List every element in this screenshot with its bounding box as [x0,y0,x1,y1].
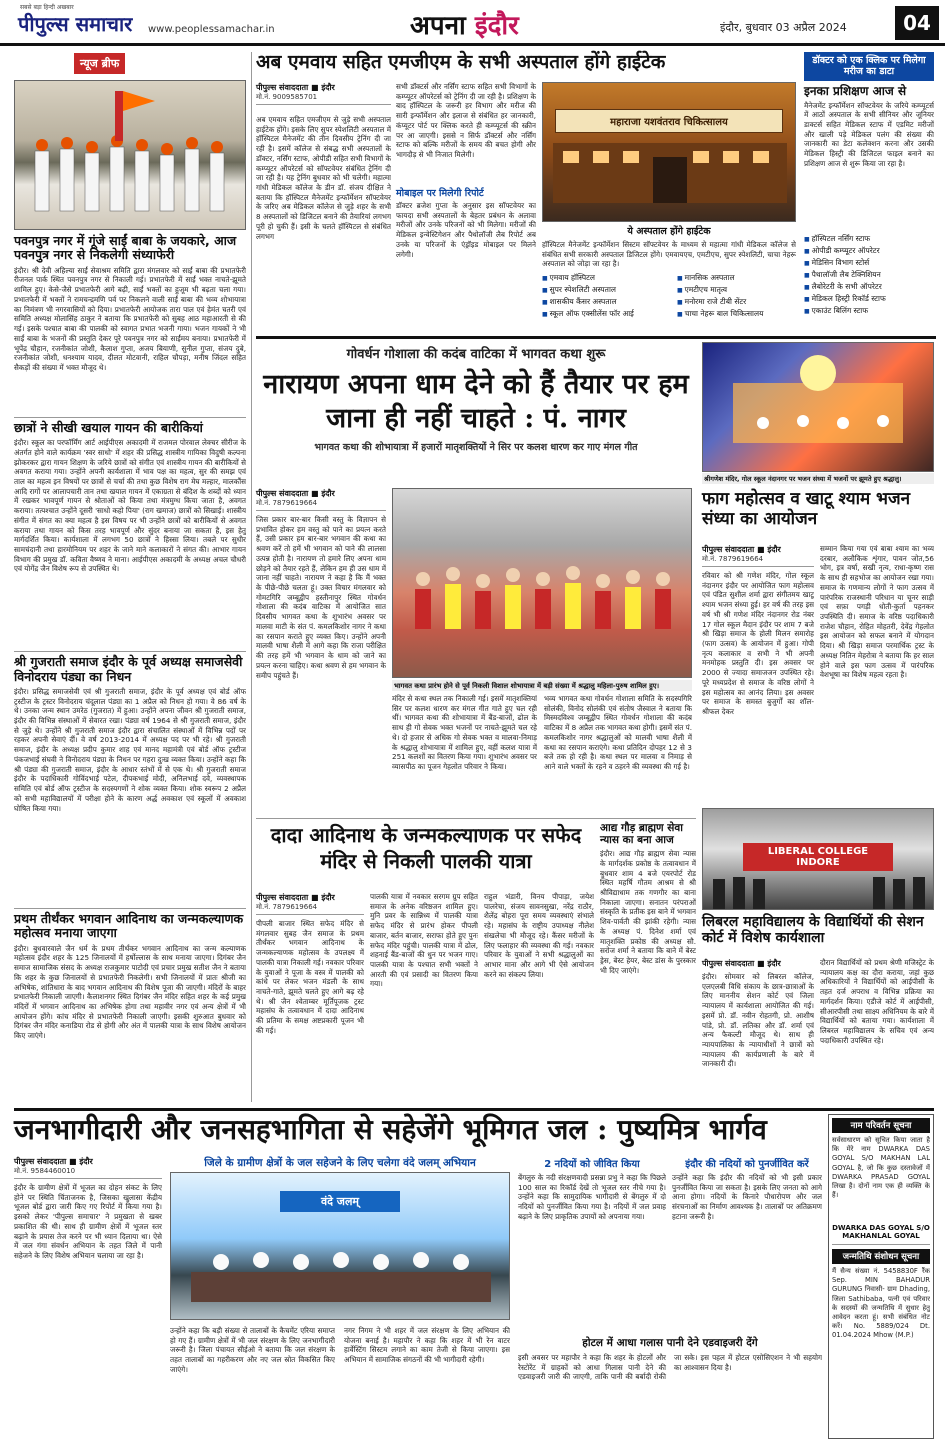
phag-byline: पीपुल्स संवाददाता ■ इंदौर [702,545,781,554]
section-divider [14,1108,934,1111]
hospital-below-text: हॉस्पिटल मैनेजमेंट इन्फॉर्मेशन सिस्टम सॉफ्टवेयर के माध्यम से महात्मा गांधी मेडिकल कॉलेज से संबंधित सभी सरकारी अस्पताल डिजिटल होंगे। एमवायएच, एमटीएच, सुपर स्पेशलिटी, चाचा नेहरू अस्पताल को जोड़ा जा रहा है। [542,240,796,269]
phag-story [702,490,934,800]
sidebar-list-item: ■ मेडिसिन विभाग स्टोर्स [804,257,934,269]
news-brief-label: न्यूज ब्रीफ [74,53,125,74]
hospital-text-col1 [256,82,391,295]
katha-body-3: मंदिर से कथा स्थल तक निकाली गई। इसमें मातृशक्तियां सिर पर कलश धारण कर मंगल गीत गाते हुए चल रही थीं। भागवत कथा की शोभायात्रा में बैंड-बाजों, ढोल के साथ ही गो सेवक भक्त भजनों पर नाचते-झूमते चल रहे थे। दो हजार से अधिक गो सेवक भक्त व मालवा-निमाड़ के श्रद्धालु शोभायात्रा में शामिल हुए, वहीं कलश यात्रा में 251 कलशों का वितरण किया गया। शुभारंभ अवसर पर व्यासपीठ का पूजन गेहलोत परिवार ने किया। [392,694,537,772]
liberal-college-photo [702,808,934,910]
katha-headline: नारायण अपना धाम देने को हैं तैयार पर हम जाना ही नहीं चाहते : पं. नागर [263,369,689,434]
sidebar-list-item: ■ लैबोरेटरी के सभी ऑपरेटर [804,281,934,293]
adinath-col1 [256,892,364,1087]
shobhayatra-caption: भागवत कथा प्रारंभ होने से पूर्व निकली विशाल शोभायात्रा में बड़ी संख्या में श्रद्धालु महिला-पुरुष शामिल हुए। [392,680,692,691]
brief-headline-gujarati: श्री गुजराती समाज इंदौर के पूर्व अध्यक्ष समाजसेवी विनोदराय पंड्या का निधन [14,654,243,684]
sidebar-list-item: ■ पैथालॉजी लैब टेक्निशियन [804,269,934,281]
hospital-list-item: ■ स्कूल ऑफ एक्सीलेंस फॉर आई [542,308,661,320]
katha-body-1: जिस प्रकार बार-बार किसी वस्तु के विज्ञापन से प्रभावित होकर हम वस्तु को पाने का प्रयत्न करते हैं, उसी प्रकार हम बार-बार भगवान की कथा का श्रवण करें तो हमें भी भगवान को पाने की लालसा उत्पन्न होती है। नारायण तो हमारे लिए अपना धाम छोड़ने को तैयार रहते हैं, लेकिन हम ही उस धाम में जाना नहीं चाहते। नारायण ने कहा है कि मैं भक्त के पीछे-पीछे चलता हूं। उक्त विचार मंगलवार को गोमटगिरि जम्बूद्वीप हस्तीनापुर स्थित गोवर्धन गोशाला की कदंब वाटिका में आयोजित सात दिवसीय भागवत कथा के शुभारंभ अवसर पर मालवा माटी के संत पं. कमलकिशोर नागर ने कथा का रसपान कराते हुए व्यक्त किए। उन्होंने अपनी मालवी भाषा शैली में आगे कहा कि राजा परीक्षित की तरह हमें भी भगवान के धाम को जाने का प्रयत्न करना चाहिए। कथा श्रवण से हम भगवान के समीप पहुंचते हैं। [256,515,386,680]
column-divider [251,52,252,1102]
hospital-mobile: मो.नं. 9009585701 [256,93,391,105]
hospital-list-item: ■ एमटीएच मातृत्व [677,284,796,296]
phag-body-2: सम्मान किया गया एवं बाबा श्याम का भव्य दरबार, अलौकिक शृंगार, पावन जोत,56 भोग, इत्र वर्षा, सखी नृत्य, राधा-कृष्ण रास के साथ ही सहभोज का आयोजन रखा गया। समाज के गणमान्य लोगों ने फाग उत्सव में पारंपरिक राजस्थानी परिधान या चूनर साड़ी एवं सफ़ा पगड़ी धोती-कुर्ता पहनकर उपस्थिति दी। समाज के वरिष्ठ पदाधिकारी राजेश चौहान, रोहित मोहतरी, देवेंद्र गेहलोत इस आयोजन को सफल बनाने में योगदान दिया। श्री खिड़ा समाज परमार्थिक ट्रस्ट के अध्यक्ष नितिन मेहरोत्रा ने बताया कि हर साल होने वाले इस फाग उत्सव में पारंपरिक वेशभूषा का विशेष महत्व रहता है। [820,544,934,680]
hotel-advisory-head: होटल में आधा गलास पानी देने एडवाइजरी देंगे [582,1337,758,1349]
water-col5 [672,1156,822,1321]
procession-illustration [15,81,246,230]
brief-body-saibaba: इंदौर। श्री देवी अहिल्या साईं सेवाश्रम समिति द्वारा मंगलवार को साईं बाबा की प्रभातफेरी रीजनल पार्क स्थित पवनपुत्र नगर से निकाली गई। प्रभातफेरी में साईं भक्त नाचते-झूमते शामिल हुए। केसे-जैसे प्रभातफेरी आगे बढ़ी, साईं भक्तों का हुजूम भी बढ़ता चला गया। प्रभातफेरी में भक्तों ने रामचन्द्रमणि पर्व पर निकलने वाली साईं बाबा की भव्य शोभायात्रा का निमंत्रण भी नगरवासियों को दिया। प्रभातफेरी आयोजक तारा पाल एवं हेमंत चतरी एवं समिति अध्यक्ष मोलासिंह ठाकुर ने बताया कि प्रभातफेरी को सुबह आठ महाआरती से की गई। इसके पश्चात बाबा की पालकी को स्वागत प्रभात भजनी गाया। भजन गायकों ने भी साईं बाबा के भजनों की प्रस्तुति देकर पूरे पवनपुत्र नगर को साईंमय बनाया। प्रभातफेरी में भूपेंद्र चौहान, रजनीकांत जोशी, कैलाश गुप्ता, अजय बियाणी, सुनील गुप्ता, संजय दुबे, रजनीकांत जोशी, धनश्याम यादव, दीलत मोटवानी, राहिल चौपड़ा, मनीष जिंदल सहित सैकड़ों की संख्या में भक्त मौजूद थे। [14,265,246,372]
hospital-sign: महाराजा यशवंतराव चिकित्सालय [555,109,783,133]
saibaba-procession-photo [14,80,246,230]
water-byline: पीपुल्स संवाददाता ■ इंदौर [14,1157,93,1166]
groundwater-story [14,1114,822,1439]
katha-mobile: मो.नं. 7879619664 [256,499,386,511]
adinath-byline: पीपुल्स संवाददाता ■ इंदौर [256,893,335,902]
hospital-building-illustration [543,133,796,213]
liberal-body-2: दौरान विद्यार्थियों को प्रथम श्रेणी मजिस्ट्रेट के न्यायालय कक्ष का दौरा कराया, जहां कुछ अधिकारियों ने विद्यार्थियों को आईपीसी के तहत दर्ज अपराध व विभिन्न प्रक्रिया का मार्गदर्शन किया। एडीजे कोर्ट में आईपीसी, सीआरपीसी तथा साक्ष्य अधिनियम के बारे में विद्यार्थियों को बताया गया। कार्यशाला में लिबरल महाविद्यालय के सचिव एवं अन्य पदाधिकारी उपस्थित रहे। [820,958,934,1045]
section-title [410,6,519,42]
brief-body-gujarati: इंदौर। प्रसिद्ध समाजसेवी एवं श्री गुजराती समाज, इंदौर के पूर्व अध्यक्ष एवं बोर्ड ऑफ ट्रस्टीज के ट्रस्टर विनोदराय चंदूलाल पंड्या का 1 अप्रैल को निधन हो गया। वे 86 वर्ष के थे। उनका जन्म स्थान उमरेठ (गुजरात) में हुआ। उन्होंने अपना जीवन श्री गुजराती समाज, इंदौर की विभिन्न संस्थाओं में सेवारत रखा। पंड्या वर्ष 1964 से श्री गुजराती समाज, इंदौर से जुड़े थे। उन्होंने श्री गुजराती समाज इंदौर द्वारा संचालित संस्थाओं में विभिन्न पदों पर रहकर अपनी सेवाएं दीं। वे वर्ष 2013-2014 में अध्यक्ष पद पर भी रहे। श्री गुजराती समाज, इंदौर के अध्यक्ष प्रदीप कुमार शाह एवं मानद महामंत्री एवं बोर्ड ऑफ ट्रस्टीज पंकजभाई संघवी ने विनोदराय पंड्या के निधन पर गहरा दुःख व्यक्त किया। उन्होंने कहा कि श्री पंड्या की गुजराती समाज, इंदौर के आधार स्तंभों में से एक थे। श्री गुजराती समाज इंदौर के पदाधिकारी गोविंदभाई पटेल, दीपकभाई मोदी, अनिलभाई दवे, व्यवस्थापक समिति एवं बोर्ड ऑफ ट्रस्टीज के सदस्यगणों ने शोक व्यक्त किया। शोक स्वरूप 2 अप्रैल को सभी महाविद्यालयों में परीक्षा होने के कारण अर्द्ध अवकाश एवं स्कूलों में अवकाश घोषित किया गया। [14,686,246,813]
notice-name-change-head: नाम परिवर्तन सूचना [832,1118,930,1133]
brief-headline-khayal: छात्रों ने सीखी खयाल गायन की बारीकियां [14,419,203,435]
water-subhead-rivers: 2 नदियों को जीवित किया [544,1159,640,1170]
divider [14,908,246,909]
adinath-palki-story [256,822,596,1102]
liberal-col1 [702,958,814,1100]
hospital-photo-caption: ये अस्पताल होंगे हाईटेक [627,226,711,237]
hospital-list-item: ■ एमवाय हॉस्पिटल [542,272,661,284]
adinath-body-3: राहुल भंडारी, विनय पीपाड़ा, जयेश पालरेचा, संजय सावनसुखा, नरेंद्र राठौर, शैलेंद्र बोहरा पूरा समय व्यवस्थाएं संभाले रहे। महासंघ के राष्ट्रीय उपाध्यक्ष नीलेश संखलेचा भी मौजूद रहे। कैंसर मरीजों के लिए फलाहार की व्यवस्था की गई। नवकार परिवार के युवाओं ने सभी श्रद्धालुओं का आभार माना और आगे भी ऐसे आयोजन करने का संकल्प लिया। [484,892,594,979]
hospital-list-item: ■ शासकीय कैंसर अस्पताल [542,296,661,308]
liberal-college-story [702,808,934,1104]
adinath-body-1: पीपली बाजार स्थित सफेद मंदिर से मंगलवार सुबह जैन समाज के प्रथम तीर्थंकर भगवान आदिनाथ के जन्मकल्याणक महोत्सव के उपलक्ष्य में पालकी यात्रा निकाली गई। नवकार परिवार के युवाओं ने पूजा के वस्त्र में पालकी को कांधे पर लेकर भजन मंडली के साथ नाचते-गाते, झूमते चलते हुए आगे बढ़ रहे थे। श्री जैन श्वेताम्बर मूर्तिपूजक ट्रस्ट महासंघ के तत्वावधान में दादा आदिनाथ की प्रतिमा के समक्ष अष्टप्रकारी पूजन भी की गई। [256,919,364,1035]
hotel-advisory-body: इसी अवसर पर महापौर ने कहा कि शहर के होटलों और रेस्टोरेंट में ग्राहकों को आधा गिलास पानी देने की एडवाइजरी जारी की जाएगी, ताकि पानी की बर्बादी रोकी जा सके। इस पहल में होटल एसोसिएशन ने भी सहयोग का आश्वासन दिया है। [518,1353,822,1382]
notice-dob-body: मैं सैन्य संख्या नं. 5458830F रैंक Sep. MIN BAHADUR GURUNG निवासी- ग्राम Dhading, जिला Sathibaba, पत्नी एवं परिवार के सदस्यों की जन्मतिथि में सुधार हेतु आवेदन करता हूं। सभी संबंधित नोट करें। No. 5889/024 Dt. 01.04.2024 Mhow (M.P.) [832,1267,930,1340]
newspaper-logo: पीपुल्स समाचार [18,12,133,36]
hospital-list-item: ■ सुपर स्पेशलिटी अस्पताल [542,284,661,296]
news-brief-column [14,52,246,1102]
liberal-banner: LIBERAL COLLEGE INDORE [743,843,893,871]
liberal-body-1: इंदौर। सोमवार को लिबरल कॉलेज, एलएलबी विधि संकाय के छात्र-छात्राओं के लिए माननीय सेशन कोर्ट एवं जिला न्यायालय में कार्यशाला आयोजित की गई। इसमें प्रो. डॉ. नवीन रोहतगी, प्रो. आशीष पांडे, प्रो. डॉ. लतिका और डॉ. शर्मा एवं अन्य फैकल्टी मौजूद थे। साथ ही न्यायपालिका के न्यायाधीशों ने छात्रों को न्यायालय की कार्यप्रणाली के बारे में जानकारी दी। [702,972,814,1069]
brief-body-khayal: इंदौर। स्कूल का परफॉर्मिंग आर्ट आईपीएस अकादमी में राजमल पोरवाल लेक्चर सीरीज के अंतर्गत होने वाले कार्यक्रम 'स्वर साधो' में शहर की प्रसिद्ध शास्त्रीय गायिका विदुषी कल्पना झोकरकर द्वारा गायन शिक्षण के जरिये छात्रों को संगीत एवं शास्त्रीय गायन की बारीकियों से अवगत कराया गया। उन्होंने अपनी कार्यशाला में भाव पक्ष का महत्व, सुर की समझ एवं ताल का महत्व इन विषयों पर छात्रों से चर्चा की तथा कुछ विशेष राग मेघ मल्हार, मालकौंस आदि रागों पर आलापचारी तान तथा खयाल गायन में एकाग्रता से बंदिश के शब्दों को ध्यान में रखकर भावपूर्ण गायन से श्रोताओं को किया तथा मंत्रमुग्ध किया जाता है, अवगत कराया। तत्पश्चात उन्होंने दूसरी 'साधो कहो पिया' (राग खमाज) छात्रों को सिखाई। शास्त्रीय संगीत में संगत का क्या महत्व है इस विषय पर भी उन्होंने छात्रों को बारीकियों से अवगत कराया तथा गायन को किस तरह भावपूर्ण और सुंदर बनाया जा सकता है, इस हेतु मार्गदर्शित किया। कार्यशाला में लगभग 50 छात्रों ने हिस्सा लिया। तबले पर सुधीर सामचंदानी तथा हारमोनियम पर शहर के जाने माने कलाकारों ने संगत की। आभार गायन विभाग की प्रमुख डॉ. कविता वैष्णव ने माना। आईपीएस अकादमी के अध्यक्ष अचल चौधरी एवं योगेंद्र जैन विशेष रूप से उपस्थित थे। [14,438,246,574]
sidebar-list-item: ■ मेडिकल हिस्ट्री रिकॉर्ड स्टाफ [804,293,934,305]
classified-notices [828,1114,934,1439]
sidebar-heading: इनका प्रशिक्षण आज से [804,83,907,98]
section-title-b: इंदौर [474,11,519,41]
water-banner: जिले के ग्रामीण क्षेत्रों के जल सहेजने के लिए चलेगा वंदे जलम् अभियान [204,1157,476,1169]
hospital-body-2: सभी डॉक्टर्स और नर्सिंग स्टाफ सहित सभी विभागों के कम्प्यूटर ऑपरेटर्स को ट्रेनिंग दी जा रही है। प्रशिक्षण के बाद हॉस्पिटल के जरूरी हर विभाग और मरीज की सारी इन्फॉर्मेशन और इलाज से संबंधित हर जानकारी, कंप्यूटर पोर्ट पर क्लिक करते ही कम्प्यूटर्स की स्क्रीन पर आ जाएगी। इससे न सिर्फ डॉक्टर्स और नर्सिंग स्टाफ को बल्कि मरीजों के समय की बचत होगी और भागदौड़ से भी निजात मिलेगी। [396,82,536,160]
dateline: इंदौर, बुधवार 03 अप्रैल 2024 [720,21,847,34]
masthead-tagline: सबसे बड़ा हिन्दी अखबार [20,4,74,11]
water-body-5: उन्होंने कहा कि इंदौर की नदियों को भी इसी प्रकार पुनर्जीवित किया जा सकता है। इसके लिए जनता को आगे आना होगा। नदियों के किनारे पौधारोपण और जल संरचनाओं का निर्माण आवश्यक है। तालाबों पर अतिक्रमण हटाना जरूरी है। [672,1173,822,1221]
masthead [0,0,945,46]
liberal-byline: पीपुल्स संवाददाता ■ इंदौर [702,959,781,968]
hospital-list-item: ■ चाचा नेहरू बाल चिकित्सालय [677,308,796,320]
section-title-a: अपना [410,11,475,41]
sidebar-list-item: ■ ओपीडी कम्प्यूटर ऑपरेटर [804,245,934,257]
divider [256,818,696,819]
hotel-advisory [518,1336,822,1429]
bhajan-stage-illustration [703,343,934,472]
water-body-4: बेंगलुरु के नदी संरक्षणवादी प्रसन्ना प्रभु ने कहा कि पिछले 100 साल का रिकॉर्ड देखें तो भूजल स्तर नीचे गया है। उन्होंने कहा कि सामुदायिक भागीदारी से बेंगलुरु में दो नदियों को पुनर्जीवित किया गया है। नदियों में जल प्रवाह बढ़ाने के लिए प्राकृतिक उपायों को अपनाया गया। [518,1173,666,1221]
phag-body-1: रविवार को श्री गणेश मंदिर, गोल स्कूल नंदानगर इंदौर पर आयोजित फाग महोत्सव एवं पंडित सुशील शर्मा द्वारा संगीतमय खाटू श्याम भजन संध्या हुई। हर वर्ष की तरह इस वर्ष भी श्री गणेश मंदिर नंदानगर रोड नंबर 17 गोल स्कूल मैदान इंदौर पर शाम 7 बजे श्री खिड़ा समाज के होली मिलन समारोह (फाग उत्सव) के आयोजन में हुआ। गोपी नृत्य कलाकार व सभी ने भी अपनी मनमोहक प्रस्तुति दी। इस अवसर पर 2000 से ज्यादा समाजजन उपस्थित रहे। पूरे मध्यप्रदेश से समाज के वरिष्ठ लोगों ने इस महोत्सव का आनंद लिया। इस अवसर पर समाज के समस्त बुजुर्गों का शॉल-श्रीफल देकर [702,571,814,717]
hospital-story [256,52,798,332]
sidebar-list [804,233,934,317]
water-body-3: नगर निगम ने भी शहर में जल संरक्षण के लिए अभियान की योजना बनाई है। महापौर ने कहा कि शहर में भी रेन वाटर हार्वेस्टिंग सिस्टम लगाने का काम तेजी से किया जाएगा। इस अभियान में सामाजिक संगठनों की भी भागीदारी रहेगी। [344,1326,510,1365]
hospital-body-1: अब एमवाय सहित एमजीएम से जुड़े सभी अस्पताल हाईटेक होंगे। इसके लिए सुपर स्पेशलिटी अस्पताल में हॉस्पिटल मैनेजमेंट की तीन दिवसीय ट्रेनिंग दी जा रही है। इसमें कॉलेज से संबद्ध सभी अस्पतालों के डॉक्टर, नर्सिंग स्टाफ, ओपीडी सहित सभी विभागों के कम्प्यूटर ऑपरेटर्स को सॉफ्टवेयर संबंधित ट्रेनिंग दी जा रही है। यह ट्रेनिंग बुधवार को भी चलेगी। महात्मा गांधी मेडिकल कॉलेज के डीन डॉ. संजय दीक्षित ने बताया कि हॉस्पिटल मैनेजमेंट इन्फॉर्मेशन सॉफ्टवेयर के जरिए अब मेडिकल कॉलेज से जुड़े शहर के सभी 8 अस्पतालों को डिजिटल बनाने की तैयारियां लगभग पूरी हो चुकी हैं। इसी के चलते हॉस्पिटल से संबंधित लगभग [256,115,391,241]
hospital-byline: पीपुल्स संवाददाता ■ इंदौर [256,83,335,92]
hospital-list-item: ■ मानसिक अस्पताल [677,272,796,284]
notice-name-change-address: DWARKA DAS GOYAL S/O MAKHANLAL GOYAL [832,1224,930,1240]
event-backdrop-text: वंदे जलम् [280,1191,400,1212]
divider [832,1244,930,1245]
bhagwat-katha-story [256,342,696,812]
students-illustration [703,871,934,910]
sidebar-list-item: ■ हॉस्पिटल नर्सिंग स्टाफ [804,233,934,245]
shobhayatra-photo [392,488,692,678]
brief-headline-saibaba: पवनपुत्र नगर में गूंजे साईं बाबा के जयकारे, आज पवनपुत्र नगर से निकलेगी संध्याफेरी [14,233,237,263]
katha-subhead: भागवत कथा की शोभायात्रा में हजारों मातृशक्तियों ने सिर पर कलश धारण कर गाए मंगल गीत [314,441,638,453]
adinath-body-2: पालकी यात्रा में नवकार सरगम ग्रुप सहित समाज के अनेक वरिष्ठजन शामिल हुए। मुनि प्रवर के सान्निध्य में पालकी यात्रा सफेद मंदिर से प्रारंभ होकर पीपली बाजार, बर्तन बाजार, सराफा होते हुए पुनः सफेद मंदिर पहुंची। पालकी यात्रा में ढोल, शहनाई बैंड-बाजों की धुन पर भजन गाए। पालकी यात्रा के पश्चात सभी भक्तों ने आरती की एवं प्रसादी का वितरण किया गया। [370,892,478,989]
page-number: 04 [895,6,939,40]
hospital-list [542,272,796,320]
gaur-heading: आद्य गौड़ ब्राह्मण सेवा न्यास का बना आज [600,822,683,847]
water-col1 [14,1156,162,1421]
hospital-list-item: ■ मनोरमा राजे टीबी सेंटर [677,296,796,308]
divider [14,651,246,652]
bhajan-photo-caption: श्रीगणेश मंदिर, गोल स्कूल नंदानगर पर भजन संध्या में भजनों पर झूमते हुए श्रद्धालु। [702,473,934,484]
adinath-mobile: मो.नं. 7879619664 [256,903,364,915]
notice-dob-head: जन्मतिथि संशोधन सूचना [832,1249,930,1264]
notice-name-change-body: सर्वसाधारण को सूचित किया जाता है कि मेरे नाम DWARKA DAS GOYAL S/O MAKHAN LAL GOYAL है, जो कि कुछ दस्तावेजों में DWARKA PRASAD GOYAL लिखा है। दोनों नाम एक ही व्यक्ति के हैं। [832,1136,930,1200]
water-mobile: मो.नं. 9584460010 [14,1167,162,1179]
liberal-headline: लिबरल महाविद्यालय के विद्यार्थियों की सेशन कोर्ट में विशेष कार्यशाला [702,914,924,947]
water-subhead-indore-rivers: इंदौर की नदियों को पुनर्जीवित करें [685,1159,809,1170]
myh-hospital-photo [542,82,796,222]
water-headline: जनभागीदारी और जनसहभागिता से सहेजेंगे भूमिगत जल : पुष्यमित्र भार्गव [14,1113,767,1146]
hospital-subhead-mobile-report: मोबाइल पर मिलेगी रिपोर्ट [396,188,484,199]
katha-body-4: भव्य भागवत कथा गोवर्धन गोशाला समिति के सदस्यगिरि सोलंकी, विनोद सोलंकी एवं संतोष जैस्वाल ने बताया कि मिस्मदविश्व जम्बूद्वीप स्थित गोवर्धन गोशाला की कदंब वाटिका में 8 अप्रैल तक भागवत कथा होगी। इसमें संत पं. कमलकिशोर नागर श्रद्धालुओं को मालवी भाषा शैली में कथा का रसपान कराएंगे। कथा प्रतिदिन दोपहर 12 से 3 बजे तक हो रही है। कथा स्थल पर मालवा व निमाड़ से आने वाले भक्तों के रहने व ठहरने की व्यवस्था की गई है। [544,694,692,772]
gaur-brahman-story [600,822,696,1102]
katha-col1 [256,488,386,787]
sidebar-banner: डॉक्टर को एक क्लिक पर मिलेगा मरीज का डाटा [804,52,934,81]
katha-byline: पीपुल्स संवाददाता ■ इंदौर [256,489,335,498]
bhajan-sandhya-photo [702,342,934,472]
water-body-1: इंदौर के ग्रामीण क्षेत्रों में भूजल का दोहन संकट के लिए होने पर स्थिति चिंताजनक है, जिसका खुलासा केंद्रीय भूजल बोर्ड द्वारा जारी किए गए रिपोर्ट में किया गया है। इसको लेकर 'पीपुल्स समाचार' ने प्रमुखता से खबर प्रकाशित की थी। साथ ही ग्रामीण क्षेत्रों में भूजल स्तर बढ़ाने के प्रयास तेज करने पर भी ध्यान दिलाया था। ऐसे में जल गंगा संवर्धन अभियान के तहत जिले में पानी सहेजने के लिए विशेष अभियान चलाया जा रहा है। [14,1183,162,1261]
sidebar-list-item: ■ एकाउंट बिलिंग स्टाफ [804,305,934,317]
crowd-illustration [393,489,692,678]
divider [14,417,246,418]
dais-illustration [171,1212,510,1320]
phag-col1 [702,544,814,789]
water-col4 [518,1156,666,1321]
hospital-headline: अब एमवाय सहित एमजीएम के सभी अस्पताल होंगे हाईटेक [256,51,666,73]
katha-kicker: गोवर्धन गोशाला की कदंब वाटिका में भागवत कथा शुरू [346,347,606,362]
doctor-data-sidebar [804,52,934,332]
gaur-body: इंदौर। आद्य गौड़ ब्राह्मण सेवा न्यास के मार्गदर्शक प्रकोष्ठ के तत्वावधान में बुधवार शाम 4 बजे एयरपोर्ट रोड स्थित महर्षि गौतम आश्रम से श्री श्रीविद्याधाम तक गणगौर का बाना निकाला जाएगा। सनातन परंपराओं संस्कृति के प्रतीक इस बाने में भगवान शिव-पार्वती की झांकी रहेगी। न्यास के अध्यक्ष पं. दिनेश शर्मा एवं मातृशक्ति प्रकोष्ठ की अध्यक्ष सौ. सरोज शर्मा ने बताया कि बाने में बेस्ट ड्रेस, बेस्ट हेयर, बेस्ट डांस के पुरस्कार भी दिए जाएंगे। [600,849,696,975]
section-divider [256,336,936,339]
adinath-headline: दादा आदिनाथ के जन्मकल्याणक पर सफेद मंदिर से निकली पालकी यात्रा [270,823,582,873]
vande-jalam-event-photo [170,1172,510,1320]
hospital-text-col2 [396,82,536,281]
phag-mobile: मो.नं. 7879619664 [702,555,814,567]
site-url[interactable]: www.peoplessamachar.in [148,24,275,35]
water-body-2: उन्होंने कहा कि बड़ी संख्या से तालाबों के कैचमेंट एरिया समाप्त हो गए हैं। ग्रामीण क्षेत्रों में भी जल संरक्षण के लिए जनभागीदारी जरूरी है। जिला पंचायत सीईओ ने बताया कि जल संरक्षण के तहत तालाबों का गहरीकरण और नए जल स्रोत विकसित किए जाएंगे। [170,1326,335,1374]
sidebar-body: मैनेजमेंट इन्फॉर्मेशन सॉफ्टवेयर के जरिये कम्प्यूटर्स में आठों अस्पताल के सभी सीनियर और जूनियर डाक्टर्स सहित मेडिकल स्टाफ में एडमिट मरीजों और खाली पड़े मेडिकल पलंग की संख्या की जानकारी का डेटा कलेक्शन करना और उसकी मेडिकल हिस्ट्री की डिजिटल फाइल बनाने का प्रशिक्षण आज से शुरू किया जा रहा है। [804,100,934,168]
phag-headline: फाग महोत्सव व खाटू श्याम भजन संध्या का आयोजन [702,489,911,529]
brief-body-adinath: इंदौर। बुधवारवाले जैन धर्म के प्रथम तीर्थंकर भगवान आदिनाथ का जन्म कल्याणक महोत्सव इंदौर शहर के 125 जिनालयों में हर्षोल्लास के साथ मनाया जाएगा। दिगंबर जैन समाज सामाजिक संसद के अध्यक्ष राजकुमार पाटोदी एवं प्रचार प्रमुख सतीश जैन ने बताया कि शहर के कुछ जिनालयों से प्रभातफेरी निकलेगी। सभी जिनालयों में प्रातः श्रीजी का अभिषेक, शांतिधारा के बाद भगवान आदिनाथ की विशेष पूजा की जाएगी। मंदिरों के बाहर प्रभातफेरी निकाली जाएगी। कैलाशनगर स्थित दिगंबर जैन मंदिर सहित शहर के कई प्रमुख मंदिरों में भगवान आदिनाथ का अभिषेक होगा तथा महावीर नगर एवं अन्य क्षेत्रों में भी आयोजन होंगे। कांच मंदिर से प्रभातफेरी निकाली जाएगी। इसकी शुरुआत बुधवार को दिगंबर जैन मंदिर कनाडिया रोड से होगी और अंत में पालकी यात्रा के साथ विशेष आयोजन किए जाएंगे। [14,943,246,1041]
hospital-body-3: डॉक्टर ब्रजेश गुप्ता के अनुसार इस सॉफ्टवेयर का फायदा सभी अस्पतालों के बेहतर प्रबंधन के अलावा मरीजों और उनके परिजनों को भी मिलेगा। मरीजों की मेडिकल इन्वेस्टिगेशन और पैथोलॉजी लैब रिपोर्ट अब उनके या परिजनों के एंड्रॉइड मोबाइल पर मिलने लगेगी। [396,201,536,259]
brief-headline-adinath: प्रथम तीर्थंकर भगवान आदिनाथ का जन्मकल्याणक महोत्सव मनाया जाएगा [14,910,244,941]
